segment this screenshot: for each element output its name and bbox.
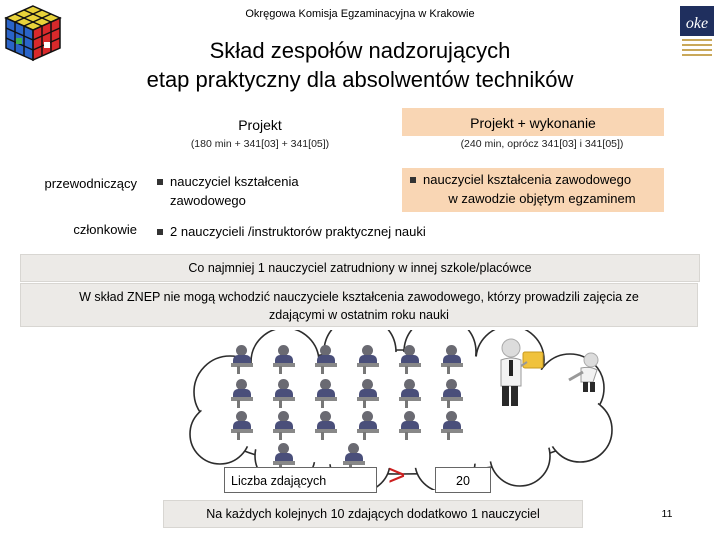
role-members: członkowie: [73, 222, 137, 237]
column-projekt-heading: Projekt: [238, 117, 282, 133]
rubiks-cube-icon: [2, 2, 64, 64]
page-title: [80, 36, 640, 94]
members-text: 2 nauczycieli /instruktorów praktycznej nauki: [170, 224, 426, 239]
note-exclusion-line-1: W skład ZNEP nie mogą wchodzić nauczyciele kształcenia zawodowego, którzy prowadzili zajęcia ze: [79, 290, 639, 304]
role-chair: przewodniczący: [44, 176, 137, 191]
footer-note: Na każdych kolejnych 10 zdających dodatkowo 1 nauczyciel: [163, 500, 583, 528]
page-number: 11: [661, 508, 673, 520]
chair-projekt-wykonanie-bullet: [402, 168, 664, 212]
chair-projekt-line-2: zawodowego: [170, 193, 246, 208]
count-label-box: Liczba zdających: [224, 467, 377, 493]
column-projekt-subtitle: (180 min + 341[03] + 341[05]): [190, 138, 330, 150]
count-value-box: 20: [435, 467, 491, 493]
note-exclusion-line-2: zdającymi w ostatnim roku nauki: [269, 308, 449, 322]
svg-text:oke: oke: [685, 15, 709, 32]
bullet-icon: [157, 179, 163, 185]
title-line-1: Skład zespołów nadzorujących: [209, 38, 511, 63]
chair-projekt-line-1: nauczyciel kształcenia: [170, 174, 299, 189]
greater-than-sign: >: [388, 459, 406, 492]
chair-projekt-bullet: [157, 172, 377, 210]
teacher-icon: [563, 352, 607, 392]
chair-projekt-wykonanie-line-2: w zawodzie objętym egzaminem: [448, 191, 636, 206]
note-exclusion: [20, 283, 698, 327]
oke-logo-icon: [680, 6, 714, 64]
bullet-icon: [410, 177, 416, 183]
institution-header: Okręgowa Komisja Egzaminacyjna w Krakowie: [245, 8, 475, 20]
chair-projekt-wykonanie-line-1: nauczyciel kształcenia zawodowego: [423, 172, 632, 187]
students-grid: [225, 345, 475, 455]
title-line-2: etap praktyczny dla absolwentów techników: [146, 67, 574, 92]
column-projekt-wykonanie-subtitle: (240 min, oprócz 341[03] i 341[05]): [460, 138, 624, 150]
note-other-school: Co najmniej 1 nauczyciel zatrudniony w innej szkole/placówce: [20, 254, 700, 282]
bullet-icon: [157, 229, 163, 235]
members-bullet: [157, 222, 557, 241]
column-projekt-wykonanie-heading: Projekt + wykonanie: [402, 108, 664, 136]
teacher-icon: [497, 338, 547, 408]
